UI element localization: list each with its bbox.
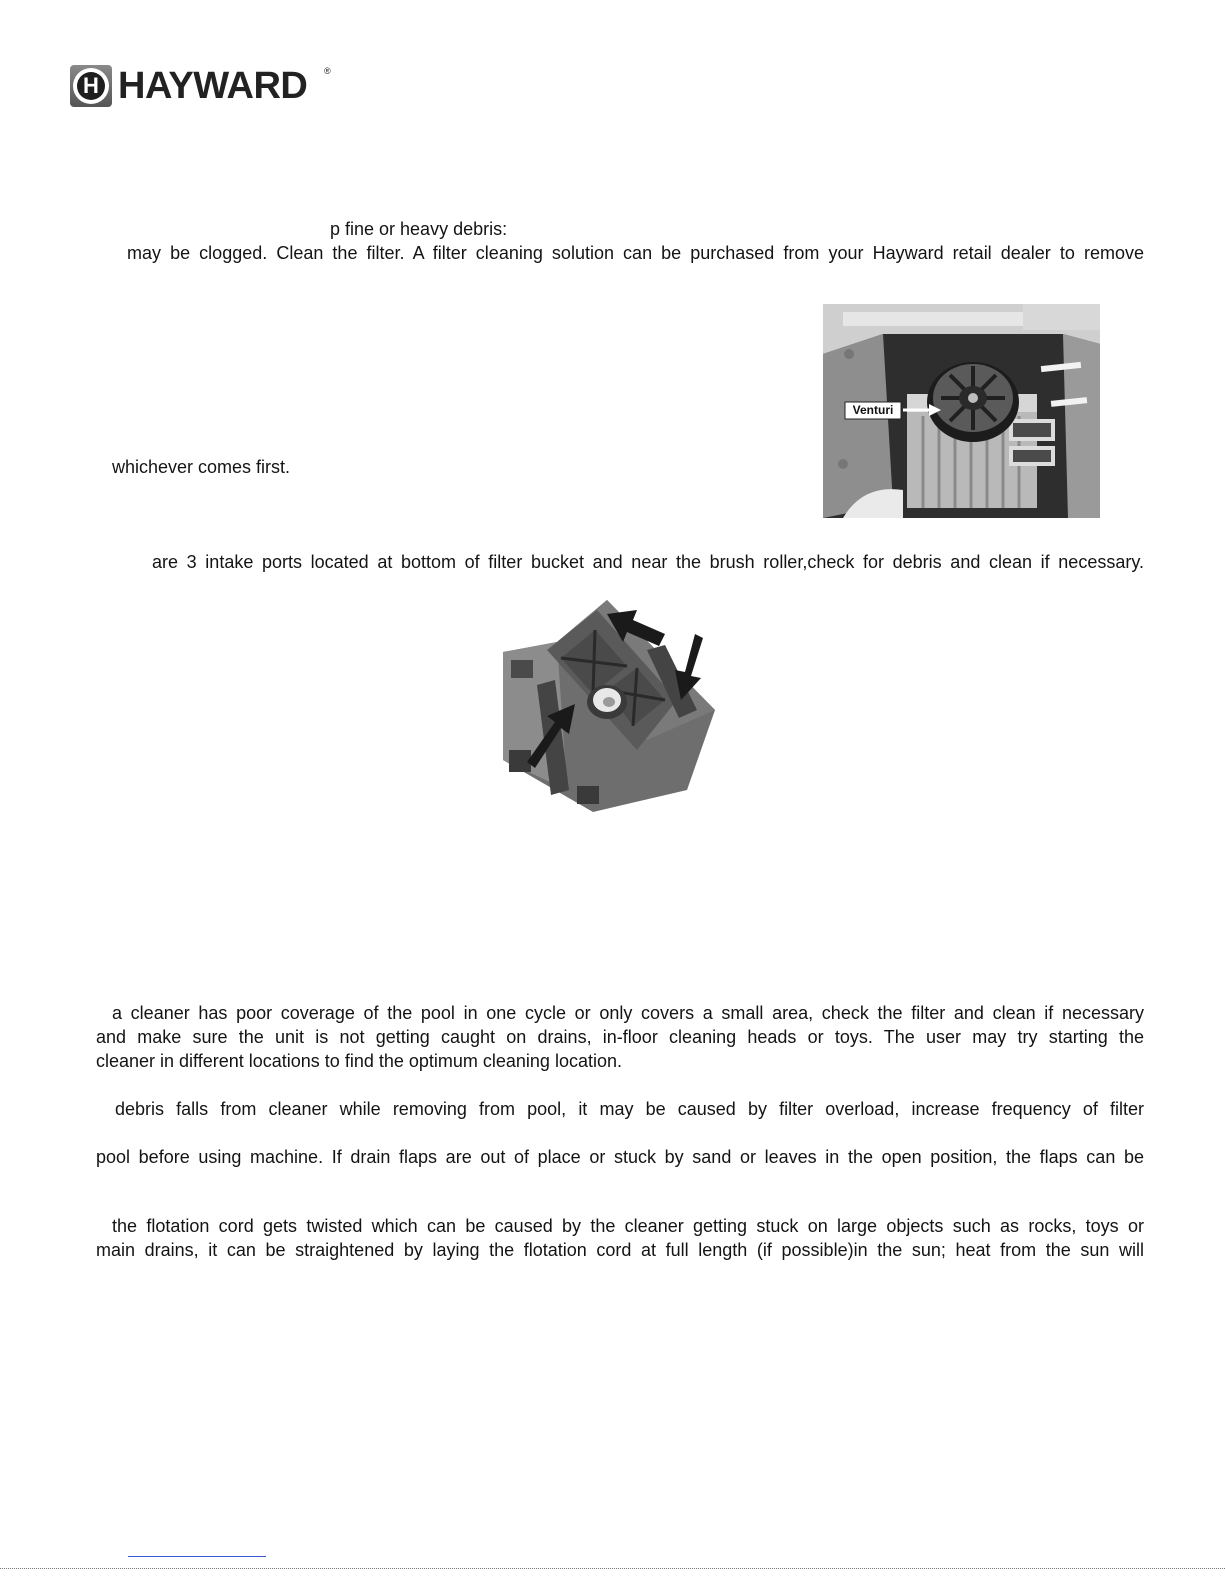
emblem-letter: H: [83, 73, 99, 98]
text-line-intake-ports: are 3 intake ports located at bottom of filter bucket and near the brush roller,check for debris and clean if necessary.: [152, 552, 1144, 572]
text-line-poor-coverage-1: a cleaner has poor coverage of the pool in one cycle or only covers a small area, check the filter and clean if necessary: [112, 1003, 1144, 1023]
text-line-poor-coverage-2: and make sure the unit is not getting caught on drains, in-floor cleaning heads or toys. The user may try starting the: [96, 1027, 1144, 1047]
registered-mark: ®: [324, 66, 331, 76]
filter-bucket-photo: [497, 590, 717, 812]
text-line-poor-coverage-3: cleaner in different locations to find the optimum cleaning location.: [96, 1051, 622, 1071]
text-line-cord-twisted-1: the flotation cord gets twisted which can be caused by the cleaner getting stuck on large objects such as rocks, toys or: [112, 1216, 1144, 1236]
venturi-photo: [823, 304, 1100, 518]
text-line-drain-flaps: pool before using machine. If drain flaps are out of place or stuck by sand or leaves in the open position, the flaps can be: [96, 1147, 1144, 1167]
hayward-emblem-icon: [70, 65, 112, 107]
brand-wordmark: HAYWARD: [118, 65, 308, 107]
text-line-fine-debris: p fine or heavy debris:: [330, 219, 508, 239]
text-line-filter-clogged: may be clogged. Clean the filter. A filter cleaning solution can be purchased from your Hayward retail dealer to remove: [127, 243, 1144, 263]
footer-link-underline: [128, 1556, 266, 1557]
footer-dotted-rule: [0, 1568, 1225, 1569]
hayward-logo: [70, 64, 332, 108]
text-line-whichever: whichever comes first.: [112, 457, 291, 477]
text-line-cord-twisted-2: main drains, it can be straightened by laying the flotation cord at full length (if possible)in the sun; heat from the sun will: [96, 1240, 1144, 1260]
venturi-label: Venturi: [852, 403, 894, 417]
text-line-debris-falls: debris falls from cleaner while removing from pool, it may be caused by filter overload, increase frequency of filter: [115, 1099, 1144, 1119]
